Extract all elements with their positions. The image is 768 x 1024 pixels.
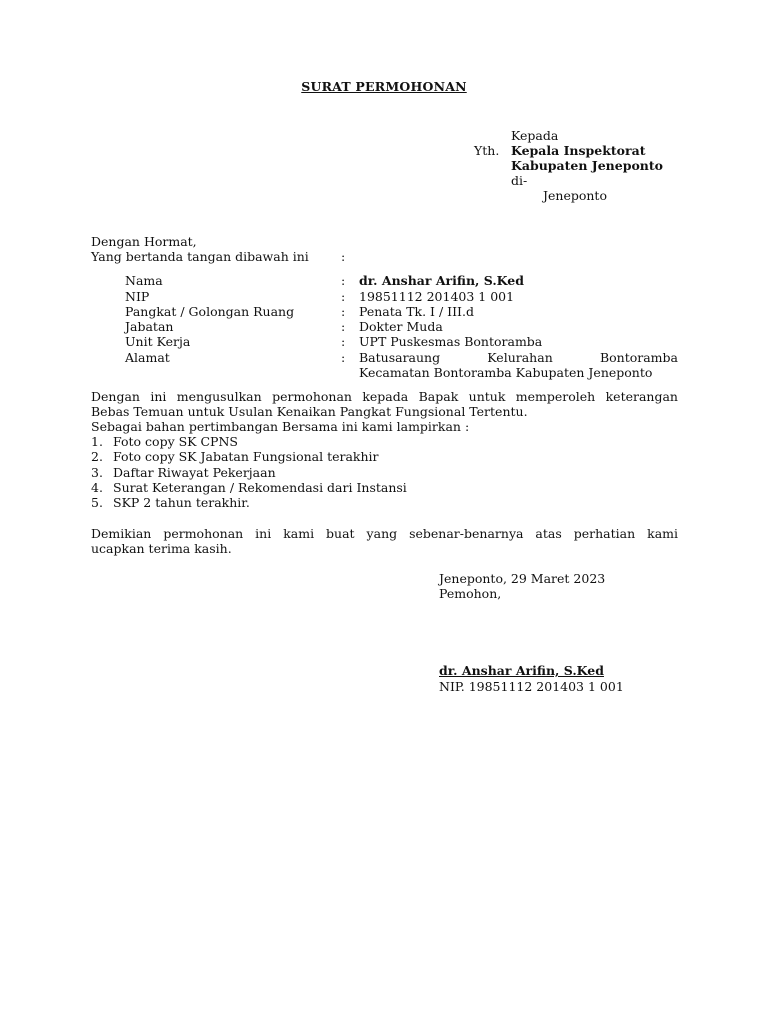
identity-label-unit-kerja: Unit Kerja — [125, 334, 191, 349]
addressee-place: Jeneponto — [543, 188, 607, 203]
list-item-number: 2. — [91, 449, 103, 464]
identity-value-unit-kerja: UPT Puskesmas Bontoramba — [359, 334, 543, 349]
list-item: Surat Keterangan / Rekomendasi dari Instansi — [113, 480, 407, 495]
intro-colon: : — [341, 249, 346, 264]
signature-role: Pemohon, — [439, 586, 502, 601]
list-item: Foto copy SK Jabatan Fungsional terakhir — [113, 449, 379, 464]
signature-nip: NIP. 19851112 201403 1 001 — [439, 679, 624, 694]
identity-label-nip: NIP — [125, 289, 150, 304]
identity-value-pangkat: Penata Tk. I / III.d — [359, 304, 474, 319]
identity-label-jabatan: Jabatan — [125, 319, 174, 334]
identity-colon: : — [341, 350, 346, 365]
list-item-number: 1. — [91, 434, 103, 449]
identity-label-nama: Nama — [125, 273, 163, 288]
signature-place-date: Jeneponto, 29 Maret 2023 — [439, 571, 606, 586]
addressee-kepada: Kepada — [511, 128, 559, 143]
identity-value-nama: dr. Anshar Arifin, S.Ked — [359, 273, 524, 288]
list-item: Foto copy SK CPNS — [113, 434, 238, 449]
identity-label-pangkat: Pangkat / Golongan Ruang — [125, 304, 295, 319]
identity-colon: : — [341, 334, 346, 349]
closing-line1: Demikian permohonan ini kami buat yang sebenar-benarnya atas perhatian kami — [91, 526, 678, 541]
list-item-number: 3. — [91, 465, 103, 480]
identity-value-jabatan: Dokter Muda — [359, 319, 443, 334]
identity-value-nip: 19851112 201403 1 001 — [359, 289, 515, 304]
greeting: Dengan Hormat, — [91, 234, 197, 249]
body-paragraph-attachments-intro: Sebagai bahan pertimbangan Bersama ini kami lampirkan : — [91, 419, 470, 434]
body-paragraph-line2: Bebas Temuan untuk Usulan Kenaikan Pangkat Fungsional Tertentu. — [91, 404, 528, 419]
letter-title: SURAT PERMOHONAN — [301, 79, 467, 94]
identity-value-alamat-line2: Kecamatan Bontoramba Kabupaten Jeneponto — [359, 365, 653, 380]
addressee-line2: Kabupaten Jeneponto — [511, 158, 663, 173]
addressee-di: di- — [511, 173, 528, 188]
identity-label-alamat: Alamat — [125, 350, 170, 365]
identity-colon: : — [341, 289, 346, 304]
body-paragraph-line1: Dengan ini mengusulkan permohonan kepada Bapak untuk memperoleh keterangan — [91, 389, 678, 404]
identity-colon: : — [341, 304, 346, 319]
intro-text: Yang bertanda tangan dibawah ini — [91, 249, 309, 264]
addressee-yth: Yth. — [474, 143, 500, 158]
identity-value-alamat: Batusaraung Kelurahan Bontoramba — [359, 350, 678, 365]
addressee-line1: Kepala Inspektorat — [511, 143, 646, 158]
identity-colon: : — [341, 319, 346, 334]
identity-colon: : — [341, 273, 346, 288]
list-item-number: 4. — [91, 480, 103, 495]
list-item: Daftar Riwayat Pekerjaan — [113, 465, 276, 480]
list-item-number: 5. — [91, 495, 103, 510]
closing-line2: ucapkan terima kasih. — [91, 541, 232, 556]
signature-name: dr. Anshar Arifin, S.Ked — [439, 663, 604, 678]
list-item: SKP 2 tahun terakhir. — [113, 495, 250, 510]
